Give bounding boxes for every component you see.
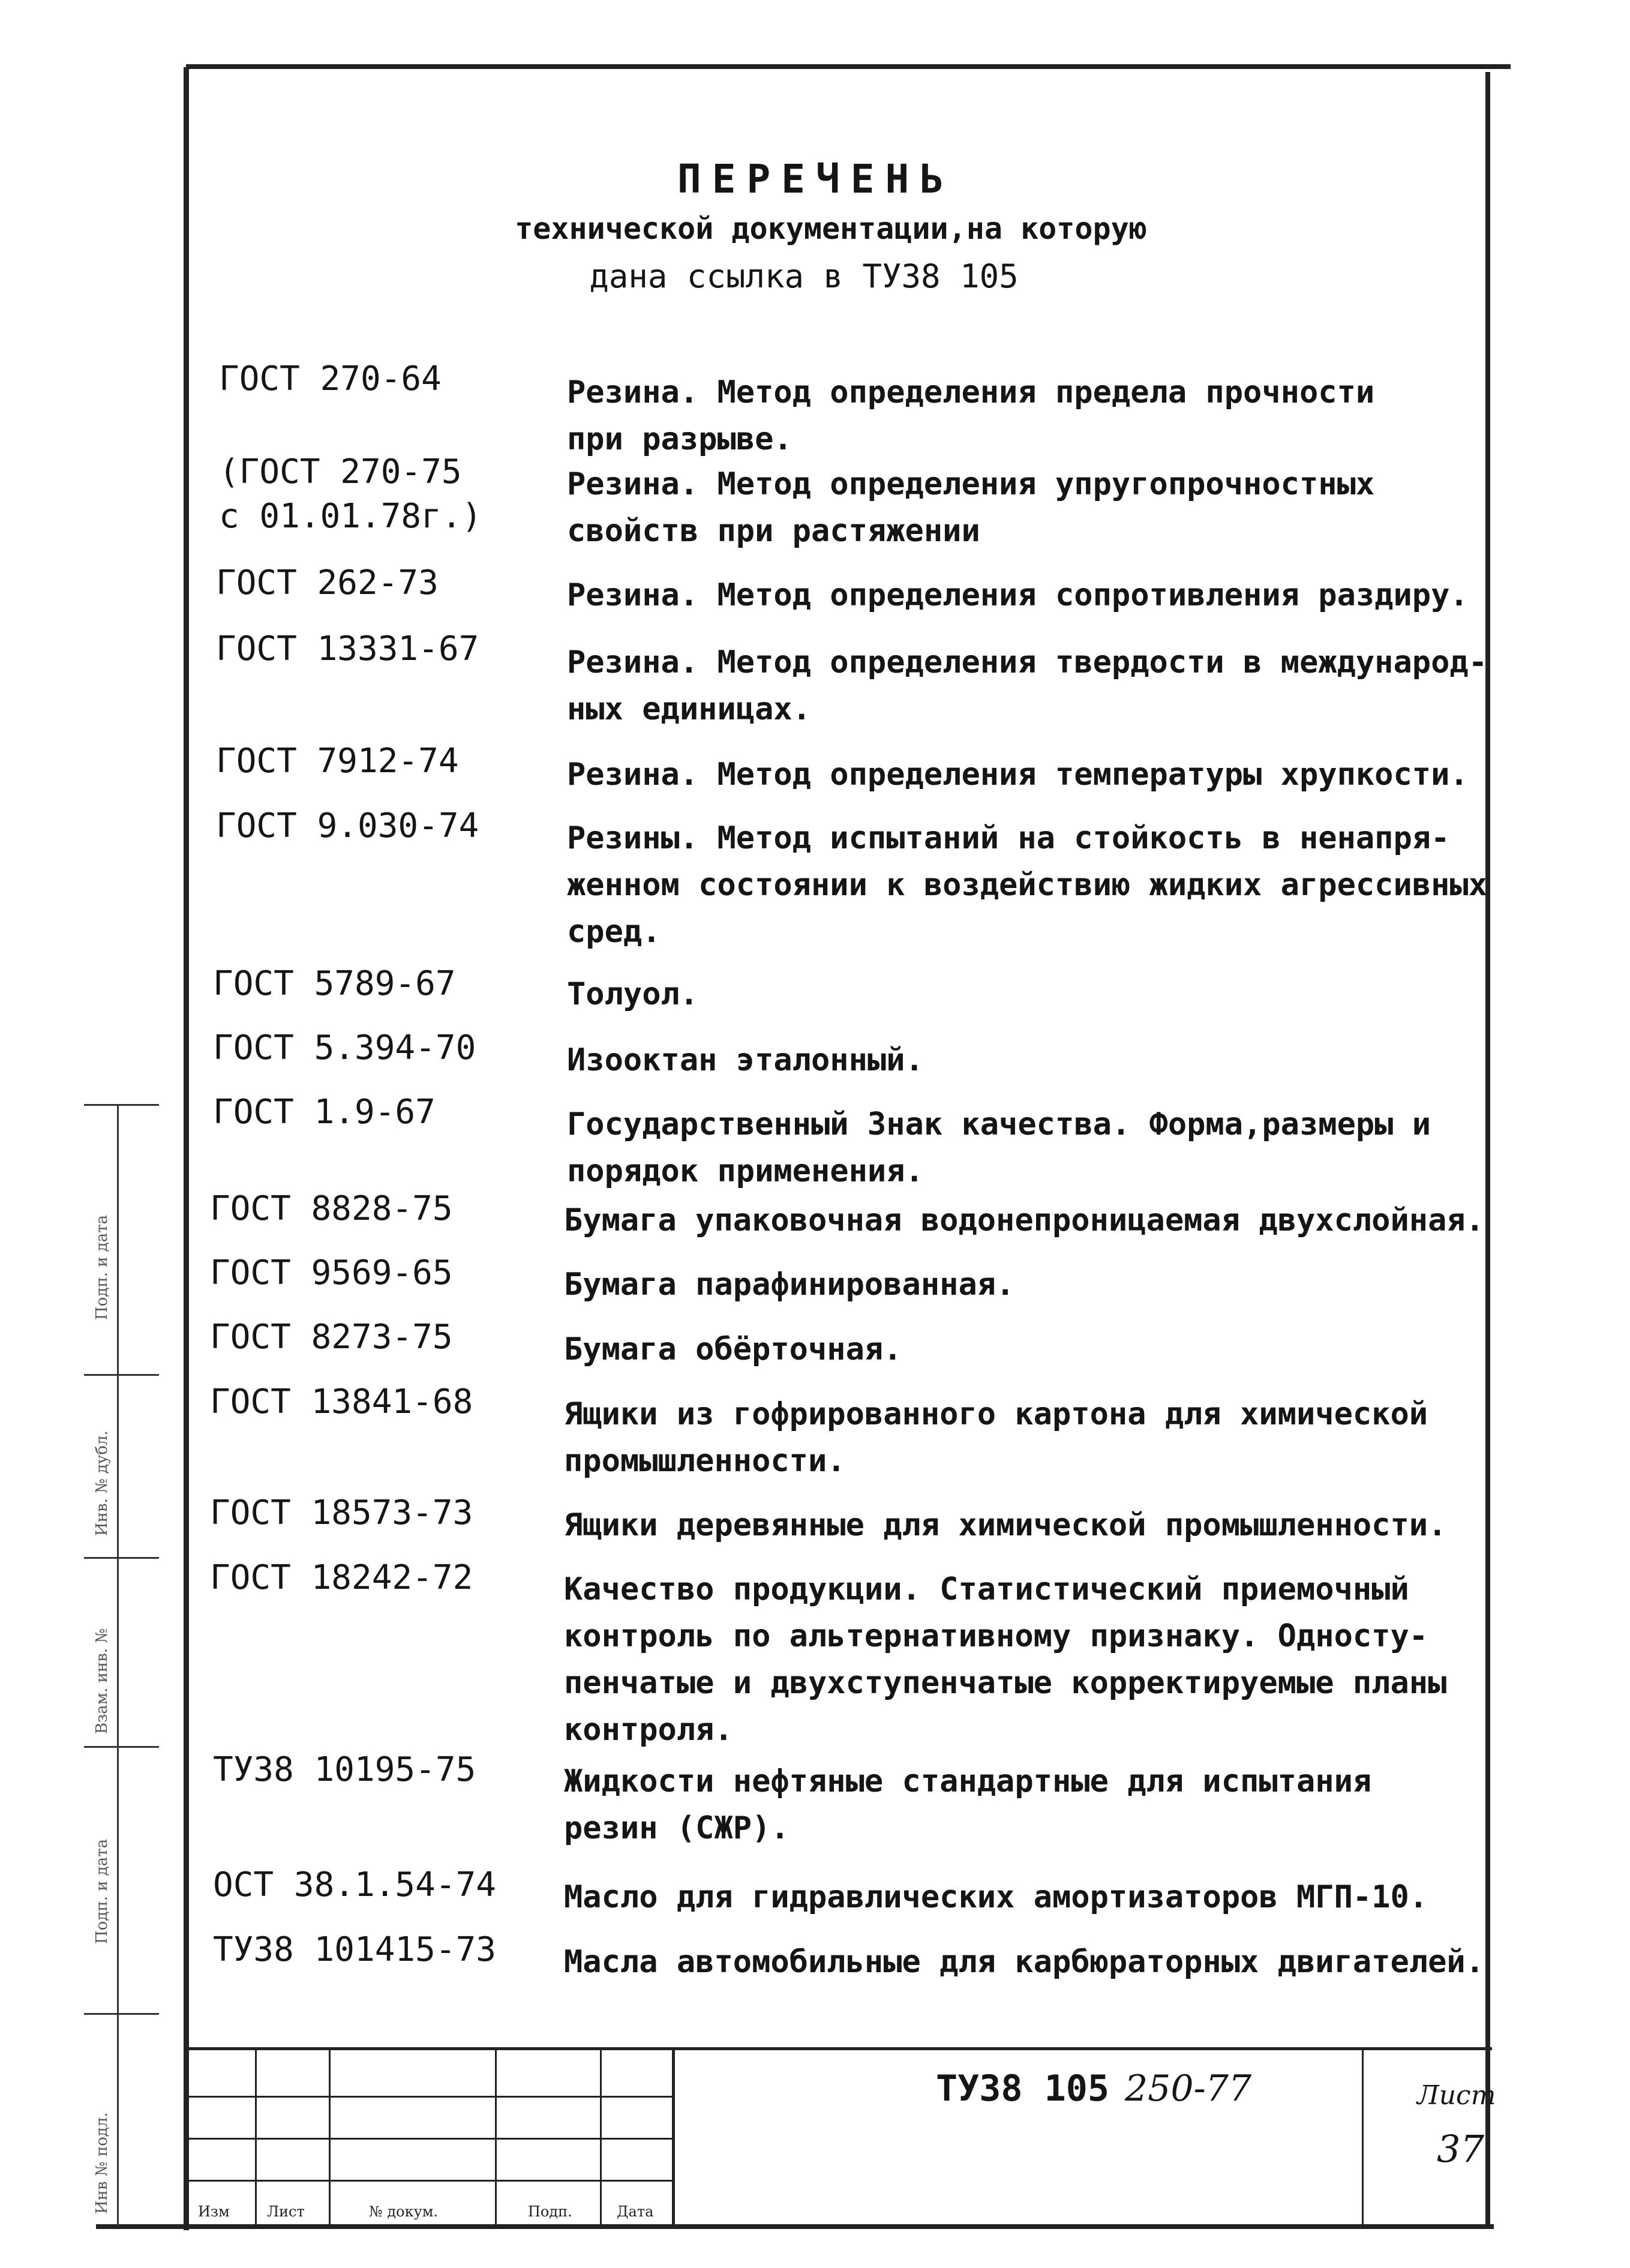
margin-horizontal-line [84,1746,159,1748]
entry-doc-number: ГОСТ 5789-67 [213,964,456,1003]
entry-doc-number: ГОСТ 262-73 [216,563,439,602]
entry-description: Масло для гидравлических амортизаторов МГП-10. [564,1879,1428,1915]
margin-horizontal-line [84,1557,159,1559]
margin-label-inv-dubl: Инв. № дубл. [93,1430,111,1536]
entry-doc-number: ГОСТ 18242-72 [210,1558,473,1597]
stamp-col-line [495,2047,497,2227]
entry-doc-number: ГОСТ 1.9-67 [213,1093,436,1132]
stamp-row-line [187,2180,672,2182]
entry-doc-number: ГОСТ 13841-68 [210,1382,473,1421]
stamp-col-list: Лист [267,2203,305,2220]
stamp-sheet-divider [1362,2047,1364,2227]
frame-bottom-border [96,2224,1494,2229]
frame-top-border [186,64,1511,69]
entry-doc-number: ГОСТ 5.394-70 [213,1028,476,1067]
stamp-sheet-label: Лист [1417,2080,1496,2111]
entry-doc-number: ГОСТ 9.030-74 [216,806,479,845]
entry-description: Резины. Метод испытаний на стойкость в ненапря- женном состоянии к воздействию жидких агрессивных сред. [567,820,1488,950]
stamp-col-line [600,2047,602,2227]
margin-label-podp-data-2: Подп. и дата [93,1214,111,1320]
stamp-col-line [329,2047,331,2227]
margin-horizontal-line [84,2013,159,2015]
entry-doc-number: ТУ38 101415-73 [213,1930,497,1969]
entry-doc-number: ТУ38 10195-75 [213,1750,476,1789]
entry-doc-number: ГОСТ 8828-75 [210,1189,453,1228]
document-title: ПЕРЕЧЕНЬ [677,156,954,202]
stamp-col-data: Дата [617,2203,654,2220]
entry-doc-number: ОСТ 38.1.54-74 [213,1865,497,1904]
stamp-divider [672,2047,675,2227]
entry-description: Государственный Знак качества. Форма,размеры и порядок применения. [567,1106,1431,1189]
entry-description: Бумага обёрточная. [564,1331,902,1367]
stamp-col-doc: № докум. [369,2203,438,2220]
entry-description: Бумага парафинированная. [564,1267,1015,1303]
stamp-row-line [187,2096,672,2098]
entry-description: Ящики деревянные для химической промышленности. [564,1507,1447,1543]
entry-doc-number: (ГОСТ 270-75 с 01.01.78г.) [219,452,482,536]
stamp-top-line [187,2047,1492,2050]
entry-description: Резина. Метод определения сопротивления раздиру. [567,577,1469,613]
margin-horizontal-line [84,1374,159,1376]
margin-label-podp-data: Подп. и дата [93,1838,111,1944]
margin-label-inv-podl: Инв № подл. [93,2112,111,2214]
entry-doc-number: ГОСТ 9569-65 [210,1253,453,1292]
margin-label-vzam-inv: Взам. инв. № [93,1628,111,1734]
frame-left-border [184,67,189,2230]
entry-description: Резина. Метод определения твердости в международ- ных единицах. [567,644,1488,727]
entry-description: Изооктан эталонный. [567,1042,924,1078]
stamp-doc-number: ТУ38 105 [936,2068,1109,2110]
stamp-col-line [255,2047,257,2227]
entry-doc-number: ГОСТ 13331-67 [216,629,479,668]
entry-description: Резина. Метод определения температуры хрупкости. [567,757,1469,793]
entry-description: Резина. Метод определения упругопрочностных свойств при растяжении [567,466,1375,549]
entry-description: Резина. Метод определения предела прочности при разрыве. [567,374,1375,457]
entry-description: Толуол. [567,976,699,1012]
entry-description: Масла автомобильные для карбюраторных двигателей. [564,1944,1485,1980]
margin-horizontal-line [84,1104,159,1106]
stamp-doc-number-handwritten: 250-77 [1125,2068,1252,2110]
margin-vertical-line [117,1104,119,2226]
document-subtitle-reference: дана ссылка в ТУ38 105 [589,257,1019,295]
entry-doc-number: ГОСТ 270-64 [219,359,442,398]
document-subtitle: технической документации,на которую [515,211,1147,246]
stamp-sheet-number: 37 [1437,2127,1484,2171]
entry-description: Качество продукции. Статистический приемочный контроль по альтернативному признаку. Односту- пенчатые и двухступенчатые корректируемые планы контроля. [564,1571,1447,1748]
entry-description: Ящики из гофрированного картона для химической промышленности. [564,1396,1428,1479]
stamp-col-izm: Изм [198,2203,230,2220]
entry-description: Бумага упаковочная водонепроницаемая двухслойная. [564,1202,1485,1238]
stamp-row-line [187,2138,672,2140]
entry-doc-number: ГОСТ 18573-73 [210,1493,473,1532]
entry-doc-number: ГОСТ 7912-74 [216,742,459,781]
stamp-col-podp: Подп. [528,2203,572,2220]
entry-doc-number: ГОСТ 8273-75 [210,1318,453,1357]
entry-description: Жидкости нефтяные стандартные для испытания резин (СЖР). [564,1763,1372,1846]
